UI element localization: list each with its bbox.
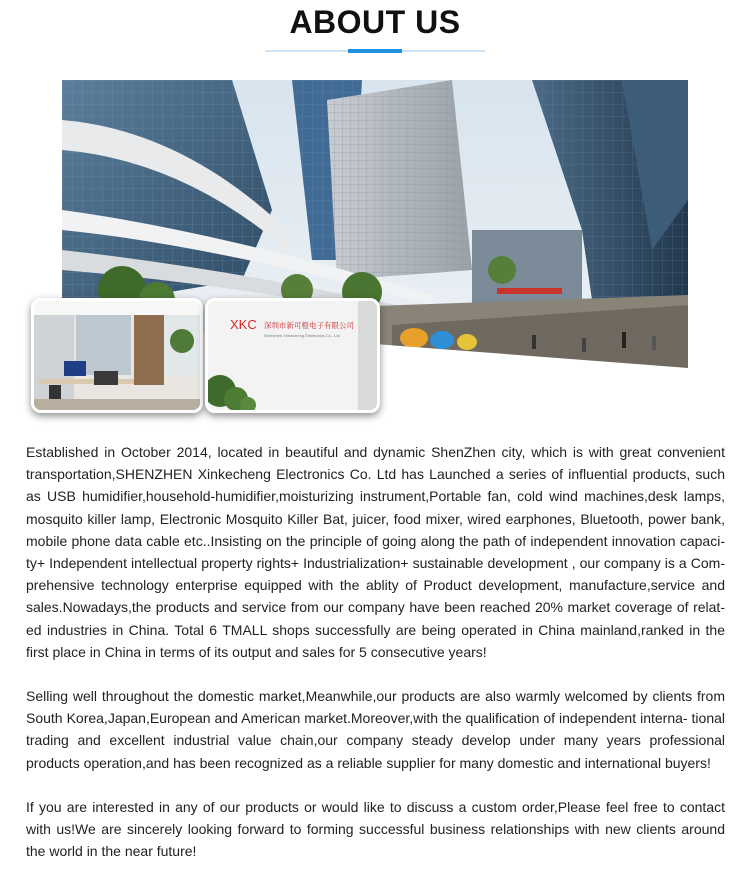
paragraph-market: Selling well throughout the domestic market,Meanwhile,our products are also warmly welcomed by clients from South Korea,Japan,European and American market.Moreover,with the qualification of independent interna- tional trading and excellent industrial value chain,our company steady develop under many years professional products operation,and has been recognized as a reliable supplier for many domestic and international buyers! [26, 688, 725, 771]
about-text [26, 441, 725, 884]
paragraph-history: Established in October 2014, located in beautiful and dynamic ShenZhen city, which is with great convenient transportation,SHENZHEN Xinkecheng Electronics Co. Ltd has Launched a series of influential products, such as USB humidifier,household-humidifier,moisturizing instrument,Portable fan, cold wind machines,desk lamps, mosquito killer lamp, Electronic Mosquito Killer Bat, juicer, food mixer, wired earphones, Bluetooth, power bank, mobile phone data cable etc..Insisting on the principle of going along the path of independent innovation capaci- ty+ Independent intellectual property rights+ Industrialization+ sustainable development , our company is a Com- prehensive technology enterprise equipped with the ablity of Product development, manufacture,service and sales.Nowadays,the products and service from our company have been reached 20% market coverage of relat- ed industries in China. Total 6 TMALL shops successfully are being operated in China mainland,ranked in the first place in China in terms of its output and sales for 5 consecutive years! [26, 444, 725, 660]
title-accent-bar [348, 49, 402, 53]
company-name-cn: 深圳市新可橙电子有限公司 [264, 321, 354, 330]
office-interior-photo [31, 298, 203, 413]
page-title: ABOUT US [289, 4, 461, 40]
company-logo-wall-photo [205, 298, 380, 413]
brand-logo-text: XKC [230, 317, 257, 332]
paragraph-contact: If you are interested in any of our products or would like to discuss a custom order,Please feel free to contact with us!We are sincerely looking forward to forming successful business relationships with new clients around the world in the near future! [26, 798, 725, 860]
company-name-en: Shenzhen Xinkecheng Electronics Co., Ltd [264, 333, 340, 338]
